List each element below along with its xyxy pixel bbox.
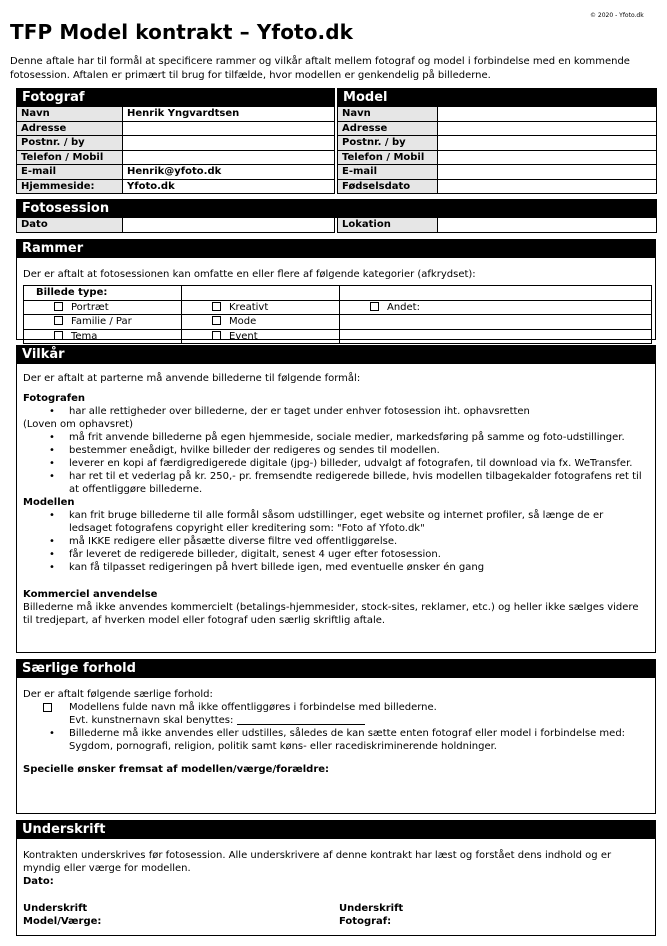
intro-paragraph: Denne aftale har til formål at specificere rammer og vilkår aftalt mellem fotograf og model i forbindelse med en kommende fotosession. Aftalen er primært til brug for tilfælde, hvor modellen er genkendelig på billederne. [10,56,630,81]
table-row [24,315,652,330]
photographer-field-value[interactable] [123,136,335,151]
model-field-value[interactable] [438,107,657,122]
model-field-label: Postnr. / by [338,136,438,151]
table-row [17,136,657,151]
vilkaar-header: Vilkår [17,346,655,364]
table-row [17,150,657,165]
bullet-line-1: Billederne må ikke anvendes eller udstilles, således de kan sætte enten fotograf eller model i forbindelse med: [69,728,626,739]
photographer-note: (Loven om ophavsret) [23,419,133,430]
session-header: Fotosession [17,200,657,218]
table-row [24,329,652,344]
category-label: Tema [71,330,98,342]
category-checkbox[interactable] [212,316,221,325]
list-item: • må IKKE redigere eller påsætte diverse filtre ved offentliggørelse. [23,535,649,548]
commercial-text: Billederne må ikke anvendes kommercielt (betalings-hjemmesider, stock-sites, reklamer, etc.) og heller ikke sælges videre til tredjepart, af hverken model eller fotograf uden særlig skriftlig aftale. [23,602,639,626]
list-item: • kan frit bruge billederne til alle formål såsom udstillinger, eget website og internet profiler, så længe de er ledsaget fotografens copyright eller kreditering som: "Foto af Yfoto.dk" [23,509,649,535]
category-label: Andet: [387,301,420,313]
category-label: Familie / Par [71,316,132,328]
model-signature-label [23,902,101,928]
model-header: Model [338,89,657,107]
session-location-field[interactable] [438,218,657,233]
category-checkbox[interactable] [212,331,221,340]
list-item: • kan få tilpasset redigeringen på hvert billede igen, med eventuelle ønsker én gang [23,561,649,574]
model-field-value[interactable] [438,121,657,136]
photographer-field-value[interactable]: Henrik@yfoto.dk [123,165,335,180]
anonymous-name-checkbox[interactable] [43,703,52,712]
photographer-field-value[interactable]: Yfoto.dk [123,179,335,194]
photographer-signature-line1: Underskrift [339,903,404,914]
commercial-title: Kommerciel anvendelse [23,589,158,600]
signature-header: Underskrift [17,821,655,839]
category-label: Kreativt [229,301,269,313]
vilkaar-section [16,345,656,653]
photographer-field-value[interactable] [123,150,335,165]
saerlige-section [16,659,656,814]
list-item: • har alle rettigheder over billederne, der er taget under enhver fotosession iht. ophavsretten [23,405,649,418]
category-checkbox[interactable] [212,302,221,311]
table-row [17,121,657,136]
list-item: • leverer en kopi af færdigredigerede digitale (jpg-) billeder, udvalgt af fotografen, til download via fx. WeTransfer. [23,457,649,470]
list-item: • har ret til et vederlag på kr. 250,- pr. fremsendte redigerede billede, hvis modellen tilbagekalder fotografens ret til at offentliggøre billederne. [23,470,649,496]
photographer-field-label: E-mail [17,165,123,180]
bullet-line-2: Sygdom, pornografi, religion, politik samt køns- eller racediskriminerende holdninger. [69,741,497,752]
list-item: • får leveret de redigerede billeder, digitalt, senest 4 uger efter fotosession. [23,548,649,561]
category-checkbox[interactable] [54,316,63,325]
checkbox-line-2: Evt. kunstnernavn skal benyttes: [69,715,234,726]
photographer-title: Fotografen [23,393,86,404]
rammer-section [16,239,656,340]
photographer-header: Fotograf [17,89,335,107]
page-title: TFP Model kontrakt – Yfoto.dk [10,20,354,44]
model-title: Modellen [23,497,75,508]
checkbox-line-1: Modellens fulde navn må ikke offentliggøres i forbindelse med billederne. [69,702,437,713]
list-item: • bestemmer eneådigt, hvilke billeder der redigeres og sendes til modellen. [23,444,649,457]
wishes-title: Specielle ønsker fremsat af modellen/værge/forældre: [23,764,330,775]
table-row [17,107,657,122]
photographer-field-label: Adresse [17,121,123,136]
rammer-text: Der er aftalt at fotosessionen kan omfatte en eller flere af følgende kategorier (afkrydset): [23,269,476,280]
model-field-value[interactable] [438,165,657,180]
model-field-value[interactable] [438,150,657,165]
photographer-field-value[interactable]: Henrik Yngvardtsen [123,107,335,122]
model-field-value[interactable] [438,179,657,194]
parties-table [16,88,657,194]
table-row [17,179,657,194]
model-field-label: Adresse [338,121,438,136]
session-date-field[interactable] [123,218,335,233]
category-label: Portræt [71,301,109,313]
photographer-field-label: Telefon / Mobil [17,150,123,165]
model-field-value[interactable] [438,136,657,151]
billede-type-label: Billede type: [24,286,182,301]
model-field-label: Telefon / Mobil [338,150,438,165]
model-field-label: E-mail [338,165,438,180]
photographer-field-value[interactable] [123,121,335,136]
photographer-signature-label [339,902,403,928]
saerlige-intro: Der er aftalt følgende særlige forhold: [23,689,213,700]
category-label: Event [229,330,258,342]
session-table [16,199,657,233]
category-checkbox[interactable] [54,331,63,340]
vilkaar-intro: Der er aftalt at parterne må anvende billederne til følgende formål: [23,373,361,384]
copyright-notice: © 2020 - Yfoto.dk [590,12,644,19]
signature-text: Kontrakten underskrives før fotosession. Alle underskrivere af denne kontrakt har læst og forstået dens indhold og er myndig eller værge for modellen. [23,850,612,874]
category-table [23,285,652,344]
session-location-label: Lokation [338,218,438,233]
photographer-field-label: Hjemmeside: [17,179,123,194]
saerlige-header: Særlige forhold [17,660,655,678]
model-signature-line1: Underskrift [23,903,88,914]
category-checkbox[interactable] [370,302,379,311]
photographer-field-label: Navn [17,107,123,122]
signature-section [16,820,656,936]
category-checkbox[interactable] [54,302,63,311]
table-row [24,300,652,315]
signature-date-label: Dato: [23,876,54,887]
table-row [17,165,657,180]
model-signature-line2: Model/Værge: [23,916,102,927]
photographer-signature-line2: Fotograf: [339,916,392,927]
photographer-field-label: Postnr. / by [17,136,123,151]
rammer-header: Rammer [17,240,655,258]
artist-name-field[interactable] [237,715,365,725]
model-field-label: Navn [338,107,438,122]
model-field-label: Fødselsdato [338,179,438,194]
session-date-label: Dato [17,218,123,233]
list-item: • må frit anvende billederne på egen hjemmeside, sociale medier, markedsføring på samme og foto-udstillinger. [23,431,649,444]
category-label: Mode [229,316,257,328]
